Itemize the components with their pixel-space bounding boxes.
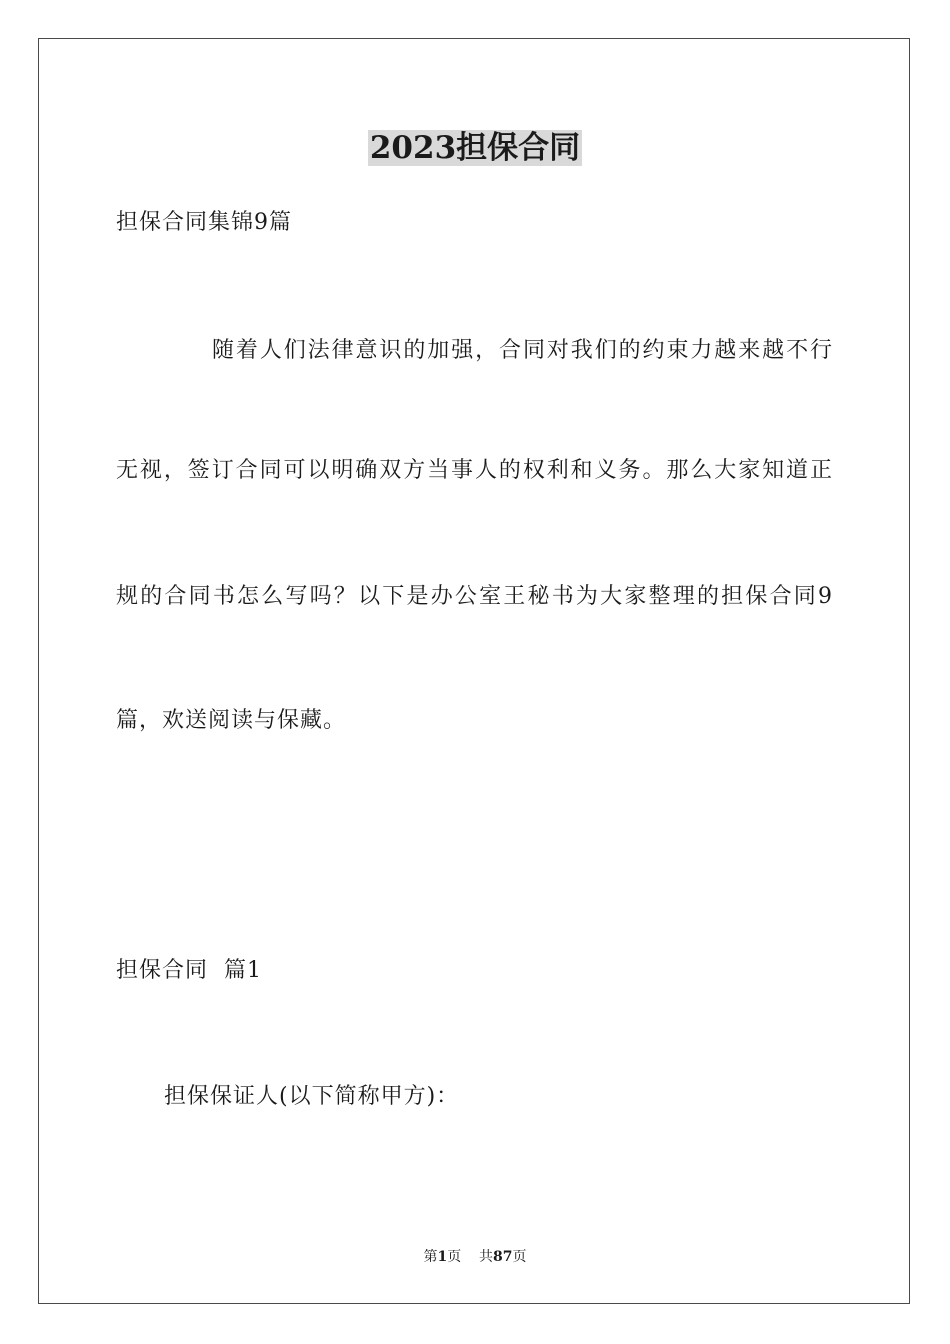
intro-paragraph-line-2: 无视，签订合同可以明确双方当事人的权利和义务。那么大家知道正 bbox=[116, 458, 832, 483]
intro-paragraph-line-1: 随着人们法律意识的加强，合同对我们的约束力越来越不行 bbox=[212, 338, 832, 363]
footer-total-prefix: 共 bbox=[479, 1249, 494, 1265]
document-subtitle: 担保合同集锦9篇 bbox=[116, 210, 292, 235]
intro-paragraph-line-3: 规的合同书怎么写吗？以下是办公室王秘书为大家整理的担保合同9 bbox=[116, 584, 832, 609]
footer-page-prefix: 第 bbox=[423, 1249, 438, 1265]
party-line: 担保保证人(以下简称甲方)： bbox=[164, 1084, 460, 1109]
document-title bbox=[0, 128, 950, 168]
intro-paragraph-line-4: 篇，欢送阅读与保藏。 bbox=[116, 708, 347, 733]
footer-page-number: 1 bbox=[437, 1249, 448, 1265]
page-footer bbox=[0, 1248, 950, 1266]
footer-page-suffix: 页 bbox=[447, 1249, 462, 1265]
footer-total-suffix: 页 bbox=[512, 1249, 527, 1265]
document-title-text: 2023担保合同 bbox=[369, 130, 581, 166]
section-heading: 担保合同 篇1 bbox=[116, 958, 262, 983]
footer-total-pages: 87 bbox=[493, 1249, 513, 1265]
